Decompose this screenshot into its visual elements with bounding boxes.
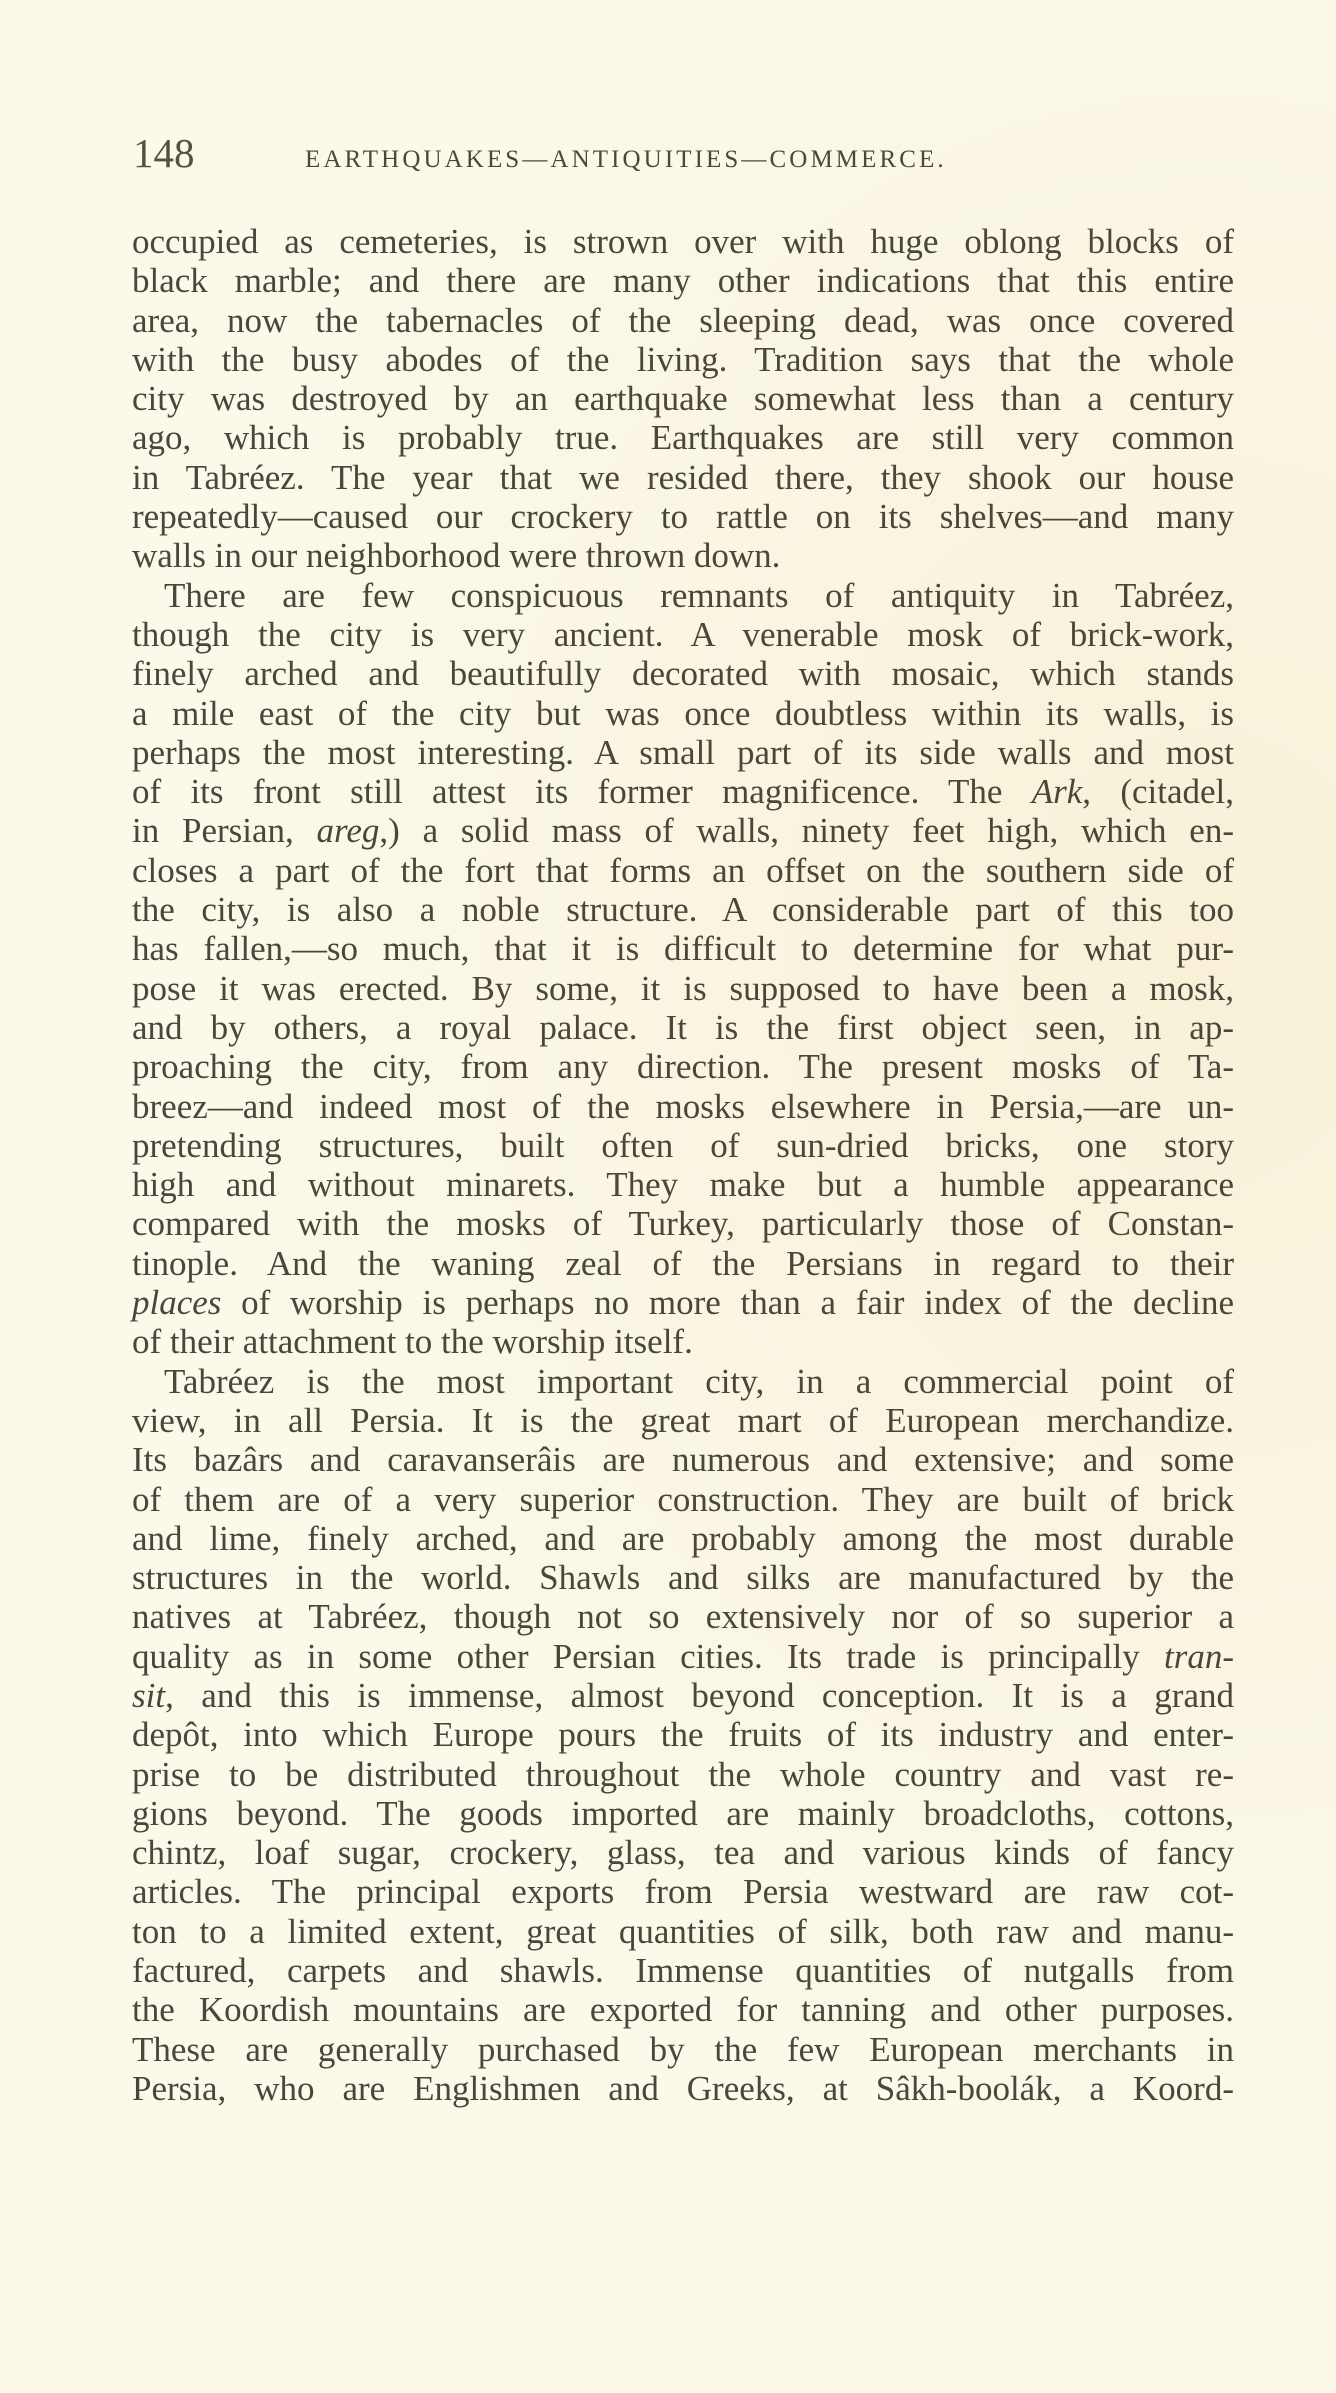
text-line: and lime, finely arched, and are probably among the most durable [132, 1518, 1234, 1558]
text-line: These are generally purchased by the few European merchants in [132, 2029, 1234, 2069]
text-line: compared with the mosks of Turkey, particularly those of Constan- [132, 1204, 1234, 1244]
text-line: walls in our neighborhood were thrown down. [132, 536, 781, 576]
running-header [0, 0, 1336, 200]
paragraph [132, 576, 1234, 1362]
text-line: pose it was erected. By some, it is supposed to have been a mosk, [132, 968, 1234, 1008]
text-line: in Tabréez. The year that we resided there, they shook our house [132, 457, 1234, 497]
paragraph [132, 1362, 1234, 2109]
text-line: closes a part of the fort that forms an offset on the southern side of [132, 850, 1234, 890]
text-line: gions beyond. The goods imported are mainly broadcloths, cottons, [132, 1793, 1234, 1833]
running-title: EARTHQUAKES—ANTIQUITIES—COMMERCE. [305, 146, 947, 173]
text-segment: in Persian, [132, 811, 317, 851]
text-line: prise to be distributed throughout the whole country and vast re- [132, 1754, 1234, 1794]
text-line: occupied as cemeteries, is strown over with huge oblong blocks of [132, 222, 1234, 261]
text-line: ago, which is probably true. Earthquakes are still very common [132, 418, 1234, 458]
text-line: of them are of a very superior construction. They are built of brick [132, 1479, 1234, 1519]
text-line: black marble; and there are many other indications that this entire [132, 261, 1234, 301]
text-line: proaching the city, from any direction. The present mosks of Ta- [132, 1047, 1234, 1087]
italic-text: sit [132, 1675, 166, 1715]
italic-text: Ark [1031, 772, 1083, 812]
text-line: with the busy abodes of the living. Tradition says that the whole [132, 339, 1234, 379]
text-line: natives at Tabréez, though not so extensively nor of so superior a [132, 1597, 1234, 1637]
text-line: tinople. And the waning zeal of the Persians in regard to their [132, 1243, 1234, 1283]
text-line: pretending structures, built often of sun-dried bricks, one story [132, 1125, 1234, 1165]
italic-text: tran- [1164, 1636, 1234, 1676]
text-line [132, 1637, 1234, 1676]
text-line: perhaps the most interesting. A small part of its side walls and most [132, 732, 1234, 772]
text-segment: , (citadel, [1082, 772, 1235, 812]
text-line: and by others, a royal palace. It is the first object seen, in ap- [132, 1007, 1234, 1047]
text-line: factured, carpets and shawls. Immense quantities of nutgalls from [132, 1951, 1234, 1991]
text-line [132, 811, 1234, 850]
text-line: has fallen,—so much, that it is difficult to determine for what pur- [132, 929, 1234, 969]
italic-text: places [132, 1283, 222, 1323]
text-line [132, 772, 1234, 811]
text-segment: ,) a solid mass of walls, ninety feet high, which en- [379, 811, 1234, 851]
page-number: 148 [133, 130, 195, 176]
text-segment: of its front still attest its former magnificence. The [132, 772, 1032, 812]
text-line: depôt, into which Europe pours the fruits of its industry and enter- [132, 1715, 1234, 1755]
text-line: There are few conspicuous remnants of antiquity in Tabréez, [164, 575, 1234, 615]
text-line: Persia, who are Englishmen and Greeks, at Sâkh-boolák, a Koord- [132, 2068, 1234, 2108]
text-line: the Koordish mountains are exported for tanning and other purposes. [132, 1990, 1234, 2030]
text-segment: , and this is immense, almost beyond conception. It is a grand [165, 1675, 1234, 1715]
body-text [132, 222, 1234, 2108]
text-line: ton to a limited extent, great quantities of silk, both raw and manu- [132, 1911, 1234, 1951]
text-segment: of worship is perhaps no more than a fair index of the decline [221, 1283, 1234, 1323]
text-line: the city, is also a noble structure. A considerable part of this too [132, 890, 1234, 930]
text-line: city was destroyed by an earthquake somewhat less than a century [132, 379, 1234, 419]
text-line: of their attachment to the worship itself. [132, 1322, 693, 1362]
text-line [132, 1676, 1234, 1715]
text-line: breez—and indeed most of the mosks elsewhere in Persia,—are un- [132, 1086, 1234, 1126]
text-segment: quality as in some other Persian cities. Its trade is principally [132, 1636, 1164, 1676]
text-line: though the city is very ancient. A venerable mosk of brick-work, [132, 614, 1234, 654]
text-line: Its bazârs and caravanserâis are numerous and extensive; and some [132, 1440, 1234, 1480]
italic-text: areg [316, 811, 380, 851]
text-line: structures in the world. Shawls and silks are manufactured by the [132, 1558, 1234, 1598]
paragraph [132, 222, 1234, 576]
text-line: view, in all Persia. It is the great mart of European merchandize. [132, 1400, 1234, 1440]
text-line: area, now the tabernacles of the sleeping dead, was once covered [132, 300, 1234, 340]
text-line: articles. The principal exports from Persia westward are raw cot- [132, 1872, 1234, 1912]
text-line: high and without minarets. They make but a humble appearance [132, 1165, 1234, 1205]
text-line: Tabréez is the most important city, in a commercial point of [164, 1361, 1234, 1401]
text-line: a mile east of the city but was once doubtless within its walls, is [132, 693, 1234, 733]
text-line: chintz, loaf sugar, crockery, glass, tea and various kinds of fancy [132, 1833, 1234, 1873]
text-line [132, 1283, 1234, 1322]
text-line: repeatedly—caused our crockery to rattle on its shelves—and many [132, 497, 1234, 537]
text-line: finely arched and beautifully decorated with mosaic, which stands [132, 654, 1234, 694]
